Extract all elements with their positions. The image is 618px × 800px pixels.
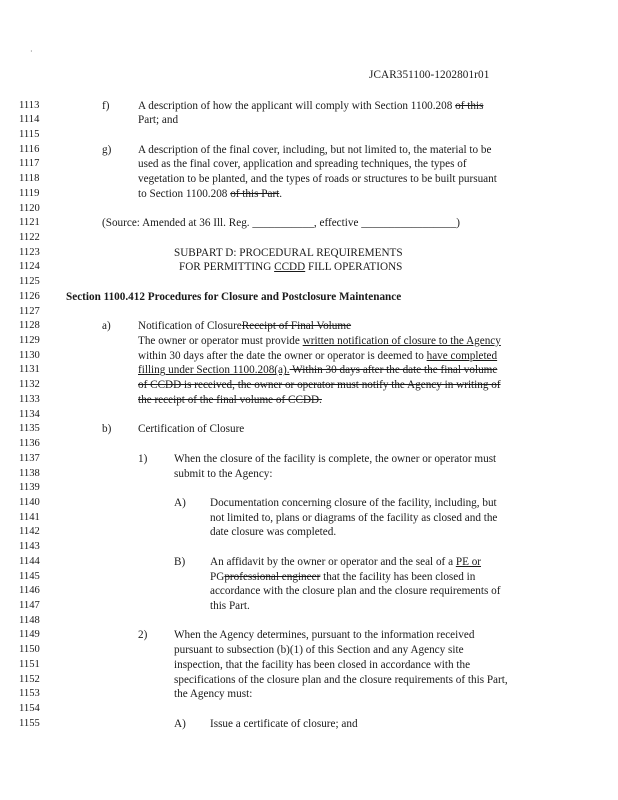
line-number: 1154 [19, 703, 40, 715]
document-id: JCAR351100-1202801r01 [369, 69, 490, 81]
line-text [138, 158, 467, 170]
struck-text: of this [455, 99, 484, 112]
line-number: 1116 [19, 143, 40, 155]
document-line [0, 350, 618, 363]
text-run: PG [210, 570, 225, 583]
document-line [0, 453, 618, 466]
line-number: 1121 [19, 217, 40, 229]
document-line [0, 423, 618, 436]
struck-text: Receipt of Final Volume [241, 320, 352, 333]
document-line [0, 188, 618, 201]
line-text [174, 556, 185, 568]
text-run: within 30 days after the date the owner or operator is deemed to [138, 349, 427, 362]
line-number: 1131 [19, 364, 40, 376]
document-line [0, 173, 618, 186]
line-text [174, 659, 470, 671]
line-text [210, 571, 475, 583]
document-line [0, 571, 618, 584]
line-number: 1152 [19, 673, 40, 685]
line-number: 1126 [19, 290, 40, 302]
line-text [210, 718, 358, 730]
line-text [138, 335, 501, 347]
document-line [0, 364, 618, 377]
document-line [0, 438, 618, 451]
document-line [0, 703, 618, 716]
line-number: 1143 [19, 541, 40, 553]
text-run: FOR PERMITTING [179, 261, 275, 274]
text-run: specifications of the closure plan and the closure requirements of this Part, [174, 673, 508, 686]
line-text [138, 364, 497, 376]
document-line [0, 468, 618, 481]
document-line [0, 158, 618, 171]
text-run: Notification of Closure [138, 320, 242, 333]
line-number: 1142 [19, 526, 40, 538]
text-run: b) [102, 423, 112, 436]
inserted-text: have completed [426, 349, 498, 362]
line-text [138, 350, 497, 362]
inserted-text: CCDD [274, 261, 306, 274]
line-text [138, 394, 322, 406]
text-run: SUBPART D: PROCEDURAL REQUIREMENTS [174, 246, 403, 259]
line-text [138, 629, 147, 641]
document-line [0, 379, 618, 392]
line-text [102, 144, 111, 156]
document-line [0, 320, 618, 333]
text-run: A description of how the applicant will comply with Section 1100.208 [138, 99, 456, 112]
line-text [138, 423, 244, 435]
line-text [174, 468, 273, 480]
line-text [179, 261, 402, 273]
text-run: submit to the Agency: [174, 467, 273, 480]
text-run: A description of the final cover, including, but not limited to, the material to be [138, 143, 492, 156]
struck-text: the receipt of the final volume of CCDD. [138, 393, 322, 406]
line-text [138, 320, 351, 332]
document-line [0, 247, 618, 260]
line-number: 1144 [19, 555, 40, 567]
text-run: used as the final cover, application and spreading techniques, the types of [138, 158, 467, 171]
line-text [174, 644, 464, 656]
line-text [102, 320, 111, 332]
line-number: 1124 [19, 261, 40, 273]
line-number: 1133 [19, 393, 40, 405]
line-number: 1146 [19, 585, 40, 597]
line-text [138, 144, 491, 156]
line-number: 1113 [19, 99, 40, 111]
text-run: An affidavit by the owner or operator and the seal of a [210, 555, 456, 568]
text-run: g) [102, 143, 112, 156]
line-text [102, 217, 460, 229]
text-run: inspection, that the facility has been closed in accordance with the [174, 658, 471, 671]
line-text [210, 512, 497, 524]
line-number: 1125 [19, 276, 40, 288]
inserted-text: PE or [455, 555, 482, 568]
text-run: not limited to, plans or diagrams of the facility as closed and the [210, 511, 498, 524]
text-run: Issue a certificate of closure; and [210, 717, 358, 730]
text-run: A) [174, 496, 186, 509]
line-text [138, 188, 282, 200]
text-run: Documentation concerning closure of the facility, including, but [210, 496, 497, 509]
line-text [210, 526, 336, 538]
document-line [0, 409, 618, 422]
text-run: (Source: Amended at 36 Ill. Reg. ___________, effective _________________) [102, 217, 461, 230]
line-number: 1123 [19, 246, 40, 258]
line-text [174, 453, 496, 465]
document-line [0, 232, 618, 245]
text-run: When the Agency determines, pursuant to the information received [174, 629, 475, 642]
line-number: 1122 [19, 231, 40, 243]
line-text [138, 379, 501, 391]
line-text [66, 291, 401, 303]
document-line [0, 291, 618, 304]
document-line [0, 512, 618, 525]
line-text [174, 247, 403, 259]
scan-mark: · [30, 47, 33, 56]
line-text [210, 600, 250, 612]
line-number: 1145 [19, 570, 40, 582]
text-run: that the facility has been closed in [320, 570, 476, 583]
line-number: 1135 [19, 423, 40, 435]
text-run: accordance with the closure plan and the closure requirements of [210, 585, 501, 598]
struck-text: of this Part [230, 187, 280, 200]
document-line [0, 306, 618, 319]
document-line [0, 114, 618, 127]
line-number: 1149 [19, 629, 40, 641]
document-line [0, 526, 618, 539]
line-number: 1136 [19, 438, 40, 450]
line-text [210, 497, 497, 509]
document-line [0, 203, 618, 216]
document-line [0, 217, 618, 230]
line-number: 1137 [19, 452, 40, 464]
text-run: Section 1100.412 Procedures for Closure and Postclosure Maintenance [66, 290, 402, 303]
line-number: 1115 [19, 128, 40, 140]
text-run: FILL OPERATIONS [305, 261, 403, 274]
line-number: 1140 [19, 496, 40, 508]
line-text [174, 497, 186, 509]
line-number: 1151 [19, 658, 40, 670]
line-number: 1139 [19, 482, 40, 494]
text-run: When the closure of the facility is complete, the owner or operator must [174, 452, 497, 465]
line-number: 1134 [19, 408, 40, 420]
text-run: 2) [138, 629, 148, 642]
document-line [0, 394, 618, 407]
line-number: 1155 [19, 717, 40, 729]
text-run: pursuant to subsection (b)(1) of this Section and any Agency site [174, 644, 464, 657]
document-line [0, 644, 618, 657]
document-line [0, 276, 618, 289]
text-run: 1) [138, 452, 148, 465]
line-text [174, 688, 252, 700]
document-line [0, 585, 618, 598]
document-line [0, 100, 618, 113]
line-text [138, 453, 147, 465]
line-text [210, 556, 481, 568]
line-number: 1147 [19, 599, 40, 611]
document-line [0, 541, 618, 554]
document-line [0, 718, 618, 731]
struck-text: of CCDD is received, the owner or operator must notify the Agency in writing of [138, 379, 501, 392]
line-number: 1132 [19, 379, 40, 391]
text-run: A) [174, 717, 186, 730]
line-number: 1118 [19, 173, 40, 185]
text-run: The owner or operator must provide [138, 335, 303, 348]
text-run: to Section 1100.208 [138, 187, 231, 200]
line-number: 1117 [19, 158, 40, 170]
line-number: 1141 [19, 511, 40, 523]
document-line [0, 615, 618, 628]
document-line [0, 497, 618, 510]
document-line [0, 674, 618, 687]
line-text [174, 629, 474, 641]
line-number: 1138 [19, 467, 40, 479]
document-line [0, 335, 618, 348]
document-line [0, 556, 618, 569]
line-number: 1130 [19, 349, 40, 361]
text-run: Part; and [138, 114, 179, 127]
struck-text: Within 30 days after the date the final volume [289, 364, 498, 377]
text-run: the Agency must: [174, 688, 253, 701]
line-text [138, 114, 178, 126]
line-text [138, 173, 497, 185]
line-number: 1120 [19, 202, 40, 214]
line-number: 1150 [19, 644, 40, 656]
text-run: this Part. [210, 599, 250, 612]
document-line [0, 600, 618, 613]
line-text [210, 585, 500, 597]
document-line [0, 659, 618, 672]
line-number: 1128 [19, 320, 40, 332]
document-line [0, 129, 618, 142]
text-run: B) [174, 555, 186, 568]
line-text [174, 674, 508, 686]
line-number: 1153 [19, 688, 40, 700]
line-number: 1119 [19, 187, 40, 199]
document-line [0, 688, 618, 701]
line-text [102, 423, 111, 435]
document-line [0, 144, 618, 157]
text-run: . [279, 187, 283, 200]
text-run: Certification of Closure [138, 423, 245, 436]
struck-text: professional engineer [224, 570, 321, 583]
document-line [0, 261, 618, 274]
inserted-text: filling under Section 1100.208(a). [138, 364, 290, 377]
line-text [174, 718, 186, 730]
line-text [138, 100, 483, 112]
line-number: 1114 [19, 114, 40, 126]
line-number: 1127 [19, 305, 40, 317]
text-run: date closure was completed. [210, 526, 337, 539]
text-run: vegetation to be planted, and the types of roads or structures to be built pursuant [138, 173, 497, 186]
line-number: 1129 [19, 335, 40, 347]
text-run: f) [102, 99, 110, 112]
line-text [102, 100, 109, 112]
line-number: 1148 [19, 614, 40, 626]
document-line [0, 629, 618, 642]
inserted-text: written notification of closure to the Agency [302, 335, 501, 348]
text-run: a) [102, 320, 111, 333]
document-line [0, 482, 618, 495]
